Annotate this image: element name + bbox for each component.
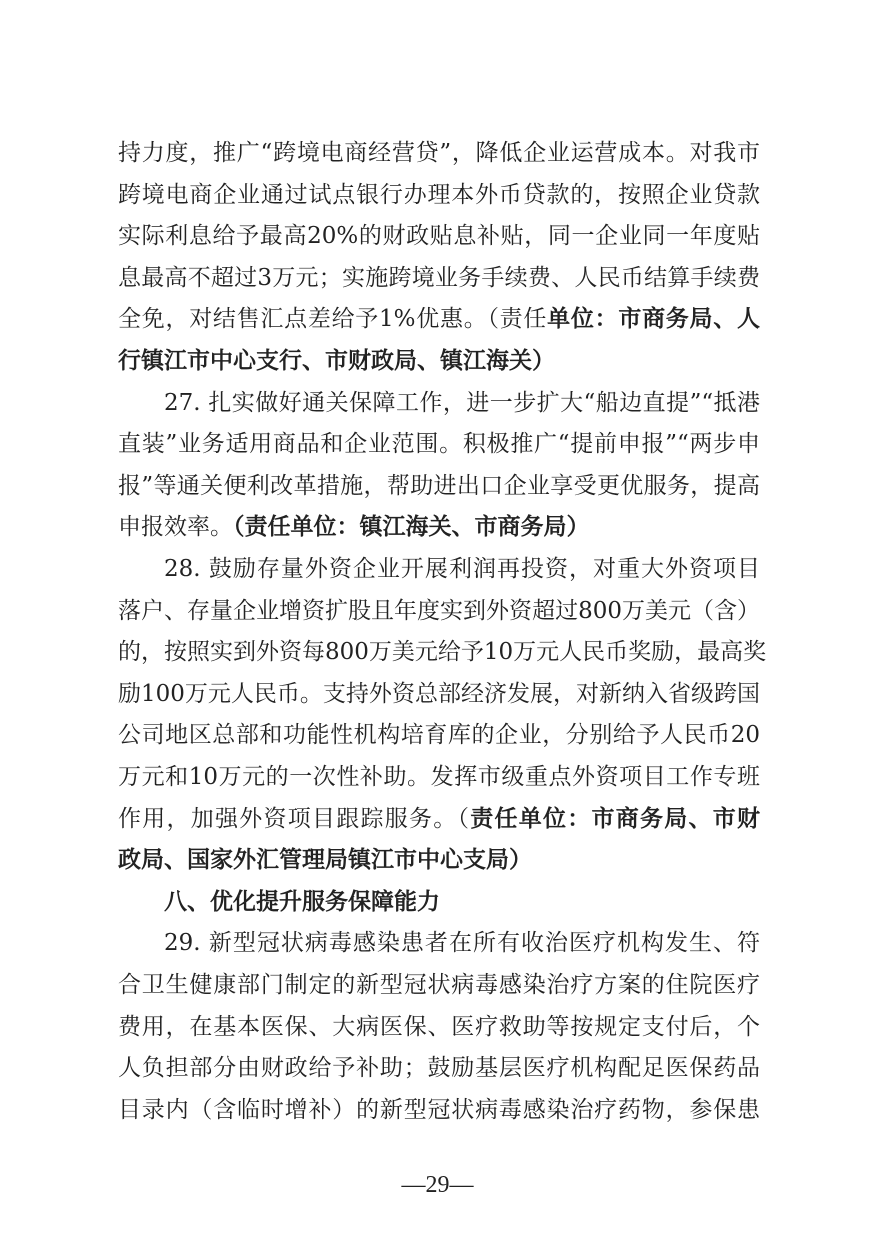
paragraph-line: 人负担部分由财政给予补助；鼓励基层医疗机构配足医保药品 [118, 1055, 760, 1081]
paragraph-line-responsibility [118, 804, 760, 834]
line-text: 全免，对结售汇点差给予1%优惠。（责任 [118, 306, 548, 332]
page-number: —29— [401, 1172, 474, 1198]
paragraph-line-responsibility [118, 512, 760, 542]
paragraph-line: 直装”业务适用商品和企业范围。积极推广“提前申报”“两步申 [118, 431, 760, 457]
paragraph-line: 报”等通关便利改革措施，帮助进出口企业享受更优服务，提高 [118, 473, 760, 499]
responsibility-line: 政局、国家外汇管理局镇江市中心支局） [118, 846, 532, 873]
line-text: 申报效率。 [118, 514, 233, 540]
paragraph-line: 费用，在基本医保、大病医保、医疗救助等按规定支付后，个 [118, 1014, 760, 1040]
paragraph-line: 合卫生健康部门制定的新型冠状病毒感染治疗方案的住院医疗 [118, 972, 760, 998]
paragraph-line: 落户、存量企业增资扩股且年度实到外资超过800万美元（含） [118, 598, 760, 624]
responsibility-text: （责任单位：镇江海关、市商务局） [233, 513, 590, 540]
paragraph-line: 息最高不超过3万元；实施跨境业务手续费、人民币结算手续费 [118, 265, 760, 291]
line-text: 作用，加强外资项目跟踪服务。（ [118, 806, 471, 832]
paragraph-line: 万元和10万元的一次性补助。发挥市级重点外资项目工作专班 [118, 764, 760, 790]
item-28-first-line: 28. 鼓励存量外资企业开展利润再投资，对重大外资项目 [164, 556, 760, 582]
item-27-first-line: 27. 扎实做好通关保障工作，进一步扩大“船边直提”“抵港 [164, 390, 760, 416]
paragraph-line: 励100万元人民币。支持外资总部经济发展，对新纳入省级跨国 [118, 681, 760, 707]
paragraph-line: 持力度，推广“跨境电商经营贷”，降低企业运营成本。对我市 [118, 140, 760, 166]
responsibility-text: 单位：市商务局、人 [547, 305, 761, 332]
paragraph-line: 的，按照实到外资每800万美元给予10万元人民币奖励，最高奖 [118, 639, 767, 665]
paragraph-line: 目录内（含临时增补）的新型冠状病毒感染治疗药物，参保患 [118, 1097, 760, 1123]
paragraph-line: 实际利息给予最高20%的财政贴息补贴，同一企业同一年度贴 [118, 223, 760, 249]
responsibility-line: 行镇江市中心支行、市财政局、镇江海关） [118, 347, 555, 374]
responsibility-text: 责任单位：市商务局、市财 [470, 805, 760, 832]
paragraph-line: 跨境电商企业通过试点银行办理本外币贷款的，按照企业贷款 [118, 182, 760, 208]
item-29-first-line: 29. 新型冠状病毒感染患者在所有收治医疗机构发生、符 [164, 930, 760, 956]
paragraph-line-responsibility [118, 304, 760, 334]
section-heading: 八、优化提升服务保障能力 [164, 889, 440, 915]
paragraph-line: 公司地区总部和功能性机构培育库的企业，分别给予人民币20 [118, 722, 760, 748]
